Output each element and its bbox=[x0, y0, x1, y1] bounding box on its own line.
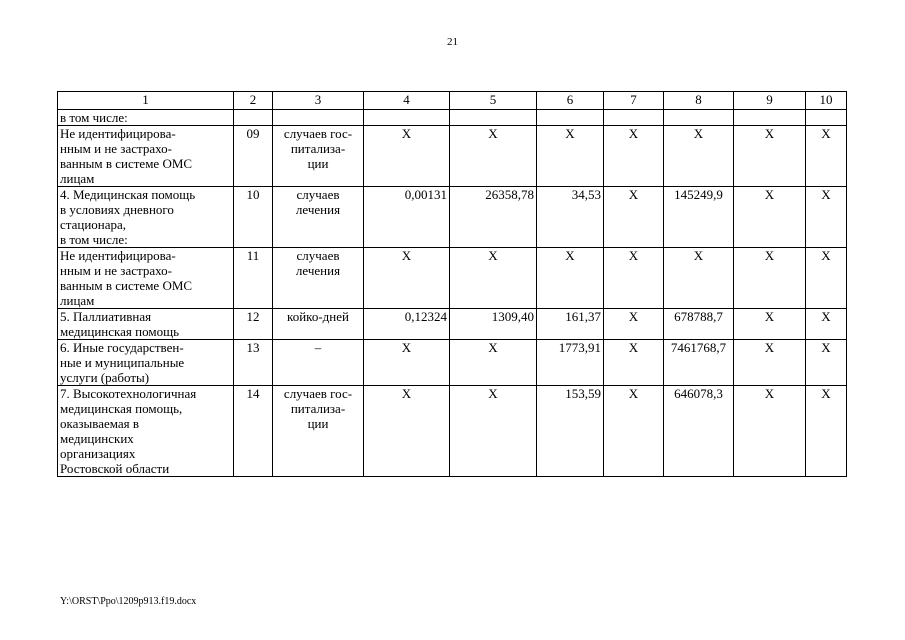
table-cell bbox=[604, 187, 664, 248]
table-cell bbox=[450, 187, 537, 248]
table-row bbox=[58, 187, 847, 248]
cell-line: ные и муниципальные bbox=[60, 355, 185, 370]
header-cell: 9 bbox=[734, 92, 806, 110]
cell-line: Х bbox=[821, 187, 831, 202]
cell-line: нным и не застрахо- bbox=[60, 141, 172, 156]
cell-line: ванным в системе ОМС bbox=[60, 156, 193, 171]
cell-line: случаев гос- bbox=[283, 126, 353, 141]
table-cell bbox=[537, 126, 604, 187]
table-cell bbox=[806, 126, 847, 187]
table-cell bbox=[734, 110, 806, 126]
table-cell bbox=[234, 386, 273, 477]
cell-line: стационара, bbox=[60, 217, 127, 232]
cell-line: Х bbox=[488, 386, 498, 401]
cell-line: случаев гос- bbox=[283, 386, 353, 401]
table-cell bbox=[604, 386, 664, 477]
table-cell bbox=[734, 386, 806, 477]
table-cell bbox=[734, 340, 806, 386]
header-cell: 7 bbox=[604, 92, 664, 110]
cell-line: 0,12324 bbox=[404, 309, 447, 324]
cell-line: Х bbox=[693, 248, 704, 263]
table-cell bbox=[806, 248, 847, 309]
table-cell bbox=[234, 340, 273, 386]
table-cell bbox=[664, 340, 734, 386]
cell-line: в условиях дневного bbox=[60, 202, 174, 217]
table-cell bbox=[273, 248, 364, 309]
cell-line: Х bbox=[488, 340, 498, 355]
table-cell bbox=[234, 309, 273, 340]
cell-line: медицинских bbox=[60, 431, 134, 446]
table-cell bbox=[604, 248, 664, 309]
table-cell bbox=[806, 386, 847, 477]
cell-line: питализа- bbox=[290, 401, 346, 416]
cell-line: 1773,91 bbox=[558, 340, 601, 355]
cell-line: Х bbox=[764, 386, 775, 401]
cell-line: Х bbox=[764, 248, 775, 263]
table-row bbox=[58, 386, 847, 477]
cell-line: 10 bbox=[246, 187, 260, 202]
table-cell bbox=[450, 248, 537, 309]
cell-line: – bbox=[314, 340, 322, 355]
cell-line: Х bbox=[821, 386, 831, 401]
table-cell bbox=[450, 126, 537, 187]
header-cell: 4 bbox=[364, 92, 450, 110]
table-cell bbox=[604, 110, 664, 126]
table-cell bbox=[273, 110, 364, 126]
cell-line: Х bbox=[628, 248, 639, 263]
cell-line: Х bbox=[401, 386, 412, 401]
cell-line: Х bbox=[821, 340, 831, 355]
table-cell bbox=[664, 386, 734, 477]
table-cell bbox=[604, 309, 664, 340]
table-cell bbox=[273, 386, 364, 477]
cell-line: Х bbox=[628, 386, 639, 401]
header-cell: 5 bbox=[450, 92, 537, 110]
table-cell bbox=[450, 340, 537, 386]
cell-line: организациях bbox=[60, 446, 136, 461]
cell-line: 14 bbox=[246, 386, 260, 401]
cell-line: Х bbox=[488, 126, 498, 141]
cell-line: Х bbox=[821, 126, 831, 141]
table-cell bbox=[364, 340, 450, 386]
data-table bbox=[57, 91, 847, 477]
cell-line: Х bbox=[764, 340, 775, 355]
cell-line: ции bbox=[307, 156, 329, 171]
table-row bbox=[58, 340, 847, 386]
cell-line: 4. Медицинская помощь bbox=[60, 187, 196, 202]
table-cell bbox=[364, 248, 450, 309]
cell-line: ванным в системе ОМС bbox=[60, 278, 193, 293]
cell-line: 13 bbox=[246, 340, 260, 355]
row-label-cell bbox=[58, 309, 234, 340]
footer-file-path: Y:\ORST\Ppo\1209p913.f19.docx bbox=[60, 596, 197, 607]
table-cell bbox=[734, 309, 806, 340]
table-cell bbox=[806, 309, 847, 340]
cell-line: Х bbox=[488, 248, 498, 263]
cell-line: Х bbox=[401, 248, 412, 263]
table-cell bbox=[537, 309, 604, 340]
header-cell: 1 bbox=[58, 92, 234, 110]
cell-line: 646078,3 bbox=[674, 386, 723, 401]
table-cell bbox=[450, 110, 537, 126]
cell-line: 34,53 bbox=[571, 187, 601, 202]
table-cell bbox=[664, 309, 734, 340]
cell-line: 11 bbox=[246, 248, 260, 263]
cell-line: 5. Паллиативная bbox=[60, 309, 152, 324]
page-number: 21 bbox=[447, 36, 458, 48]
table-row bbox=[58, 110, 847, 126]
table-row bbox=[58, 126, 847, 187]
cell-line: 09 bbox=[246, 126, 260, 141]
table-body bbox=[58, 92, 847, 477]
table-cell bbox=[234, 248, 273, 309]
cell-line: лечения bbox=[295, 202, 341, 217]
cell-line: медицинская помощь bbox=[60, 324, 180, 339]
cell-line: Х bbox=[628, 340, 639, 355]
cell-line: Х bbox=[764, 187, 775, 202]
header-cell: 8 bbox=[664, 92, 734, 110]
cell-line: Х bbox=[565, 126, 575, 141]
header-cell: 3 bbox=[273, 92, 364, 110]
table-cell bbox=[806, 187, 847, 248]
table-cell bbox=[604, 126, 664, 187]
table-cell bbox=[537, 386, 604, 477]
table-cell bbox=[364, 126, 450, 187]
cell-line: лечения bbox=[295, 263, 341, 278]
row-label-cell bbox=[58, 386, 234, 477]
cell-line: в том числе: bbox=[60, 110, 128, 125]
table-row bbox=[58, 248, 847, 309]
table-cell bbox=[664, 126, 734, 187]
cell-line: услуги (работы) bbox=[60, 370, 150, 385]
cell-line: оказываемая в bbox=[60, 416, 140, 431]
header-cell: 2 bbox=[234, 92, 273, 110]
cell-line: случаев bbox=[296, 248, 340, 263]
cell-line: Х bbox=[628, 187, 639, 202]
table-cell bbox=[734, 248, 806, 309]
row-label-cell bbox=[58, 340, 234, 386]
table-cell bbox=[664, 110, 734, 126]
cell-line: 7. Высокотехнологичная bbox=[60, 386, 197, 401]
table-cell bbox=[364, 309, 450, 340]
cell-line: койко-дней bbox=[287, 309, 349, 324]
table-cell bbox=[450, 309, 537, 340]
table-cell bbox=[364, 187, 450, 248]
cell-line: питализа- bbox=[290, 141, 346, 156]
row-label-cell bbox=[58, 126, 234, 187]
cell-line: Х bbox=[565, 248, 575, 263]
cell-line: случаев bbox=[296, 187, 340, 202]
cell-line: Ростовской области bbox=[60, 461, 170, 476]
cell-line: нным и не застрахо- bbox=[60, 263, 172, 278]
table-cell bbox=[450, 386, 537, 477]
table-cell bbox=[537, 340, 604, 386]
table-cell bbox=[234, 110, 273, 126]
table-header-row bbox=[58, 92, 847, 110]
table-cell bbox=[273, 309, 364, 340]
cell-line: лицам bbox=[60, 293, 95, 308]
cell-line: Х bbox=[628, 126, 639, 141]
header-cell: 10 bbox=[806, 92, 847, 110]
table-cell bbox=[537, 110, 604, 126]
cell-line: Х bbox=[401, 126, 412, 141]
table-cell bbox=[806, 110, 847, 126]
cell-line: Х bbox=[628, 309, 639, 324]
table-cell bbox=[734, 187, 806, 248]
cell-line: лицам bbox=[60, 171, 95, 186]
cell-line: 6. Иные государствен- bbox=[60, 340, 184, 355]
table-cell bbox=[364, 386, 450, 477]
cell-line: 7461768,7 bbox=[670, 340, 727, 355]
table-cell bbox=[273, 187, 364, 248]
table-cell bbox=[364, 110, 450, 126]
cell-line: Не идентифицирова- bbox=[60, 248, 176, 263]
table-cell bbox=[806, 340, 847, 386]
table-row bbox=[58, 309, 847, 340]
cell-line: Х bbox=[764, 126, 775, 141]
table-cell bbox=[664, 187, 734, 248]
cell-line: Х bbox=[401, 340, 412, 355]
cell-line: 145249,9 bbox=[674, 187, 723, 202]
cell-line: в том числе: bbox=[60, 232, 128, 247]
table-cell bbox=[273, 340, 364, 386]
cell-line: 153,59 bbox=[565, 386, 601, 401]
cell-line: Х bbox=[821, 309, 831, 324]
row-label-cell bbox=[58, 187, 234, 248]
cell-line: 26358,78 bbox=[485, 187, 534, 202]
cell-line: 12 bbox=[246, 309, 260, 324]
cell-line: 678788,7 bbox=[674, 309, 723, 324]
cell-line: медицинская помощь, bbox=[60, 401, 183, 416]
table-cell bbox=[604, 340, 664, 386]
table-cell bbox=[664, 248, 734, 309]
table-cell bbox=[273, 126, 364, 187]
cell-line: Не идентифицирова- bbox=[60, 126, 176, 141]
table-cell bbox=[234, 126, 273, 187]
cell-line: Х bbox=[821, 248, 831, 263]
cell-line: Х bbox=[693, 126, 704, 141]
header-cell: 6 bbox=[537, 92, 604, 110]
table-cell bbox=[734, 126, 806, 187]
cell-line: Х bbox=[764, 309, 775, 324]
table-cell bbox=[537, 187, 604, 248]
table-cell bbox=[234, 187, 273, 248]
cell-line: 161,37 bbox=[565, 309, 601, 324]
cell-line: 1309,40 bbox=[491, 309, 534, 324]
row-label-cell bbox=[58, 110, 234, 126]
cell-line: 0,00131 bbox=[404, 187, 447, 202]
cell-line: ции bbox=[307, 416, 329, 431]
table-cell bbox=[537, 248, 604, 309]
row-label-cell bbox=[58, 248, 234, 309]
